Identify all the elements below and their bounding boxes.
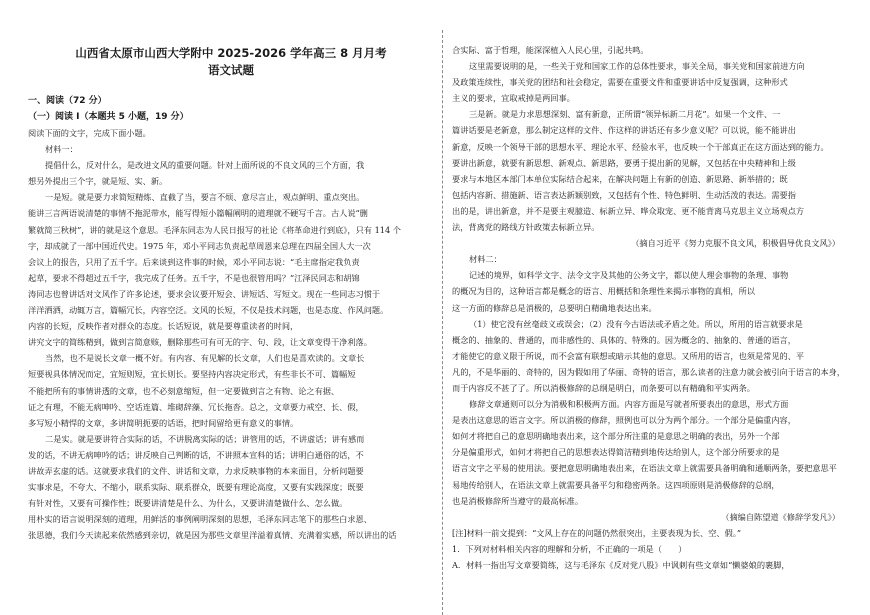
paragraph-line: 一是短。就是要力求简短精炼、直截了当，要言不烦、意尽言止，观点鲜明、重点突出。 bbox=[45, 192, 365, 203]
paragraph-line: 字，却成就了一部中国近代史。1975 年，邓小平同志负责起草周恩来总理在四届全国人大一次 bbox=[28, 240, 371, 251]
paragraph-line: 而于内容反不甚了了。所以消极修辞的总纲是明白，而条要可以有精确和平实两条。 bbox=[452, 382, 755, 393]
paragraph-line: 要求与本地区本部门本单位实际结合起来，在解决问题上有新的创造、新思路、新举措的；既 bbox=[452, 173, 788, 184]
paragraph-line: 张思德，我们今天读起来依然感到亲切，就是因为那些文章里洋溢着真情、充满着实感，所以讲出的话 bbox=[28, 530, 397, 541]
paragraph-line: 这里需要说明的是，一些关于党和国家工作的总体性要求，事关全局，事关党和国家前进方向 bbox=[469, 61, 805, 72]
paragraph-line: 包括内容新、措施新、语言表达新颖别致，又包括有个性、特色鲜明、生动活泼的表达。需要指 bbox=[452, 189, 796, 200]
paragraph-line: 语言文字之平易的使用法。要把意思明确地表出来，在语法文章上就需要具备明确和通顺两条，要把意思平 bbox=[452, 463, 837, 474]
paragraph-line: 有针对性，又要有可操作性；既要讲清楚是什么、为什么，又要讲清楚做什么、怎么做。 bbox=[28, 498, 348, 509]
paragraph-line: 短要视具体情况而定，宜短则短，宜长则长。要坚持内容决定形式，有些非长不可、篇幅短 bbox=[28, 369, 356, 380]
section-heading: 一、阅读（72 分） bbox=[28, 96, 107, 106]
paragraph-line: 也是消极修辞所当遵守的最高标准。 bbox=[452, 495, 584, 506]
paragraph-line: 讲究文字的简练精到，做到言简意赅，删除那些可有可无的字、句、段，让文章变得干净利落。 bbox=[28, 337, 372, 348]
exam-title: 山西省太原市山西大学附中 2025-2026 学年高三 8 月月考 bbox=[75, 46, 387, 60]
material-two-label: 材料二： bbox=[469, 254, 502, 265]
paragraph-line: 法，背离党的路线方针政策去标新立异。 bbox=[452, 222, 600, 233]
paragraph-line: 用朴实的语言说明深刻的道理，用鲜活的事例阐明深刻的思想，毛泽东同志笔下的那些白求恩、 bbox=[28, 514, 372, 525]
paragraph-line: 证之有理，不能无病呻吟、空话连篇、堆砌辞藻、冗长拖沓。总之，文章要力戒空、长、假， bbox=[28, 401, 364, 412]
paragraph-line: 分是偏重形式，如何才将把自己的思想表达得简洁精到地传达给别人，这个部分所要求的是 bbox=[452, 447, 780, 458]
paragraph-line: 不能把所有的事情讲透的文章，也不必刻意缩短，但一定要做到言之有物、论之有据、 bbox=[28, 385, 340, 396]
paragraph-line: 实事求是，不夸大、不缩小，联系实际、联系群众，既要有理论高度，又要有实践深度；既要 bbox=[28, 482, 364, 493]
paragraph-line: 主义的要求，宜取戒掉是两回事。 bbox=[452, 93, 575, 104]
paragraph-line: 二是实。就是要讲符合实际的话，不讲脱离实际的话；讲管用的话，不讲虚话；讲有感而 bbox=[45, 433, 365, 444]
question-1: 1．下列对材料相关内容的理解和分析，不正确的一项是（ ） bbox=[452, 543, 687, 554]
paragraph-line: 起草，要求不得超过五千字，我完成了任务。五千字，不是也很管用吗？”江泽民同志和胡锦 bbox=[28, 272, 360, 283]
paragraph-line: 内容的长短，反映作者对群众的态度。长话短说，就是要尊重读者的时间， bbox=[28, 321, 299, 332]
paragraph-line: 要讲出新意，就要有新思想、新观点、新思路，要勇于提出新的见解，又包括在中央精神和上级 bbox=[452, 157, 796, 168]
paragraph-line: 篇讲话要是老新意，那么制定这样的文件、作这样的讲话还有多少意义呢？可以说，能不能讲出 bbox=[452, 125, 796, 136]
paragraph-line: 这一方面的修辞总是消极的，总要明白精确地表达出来。 bbox=[452, 302, 657, 313]
paragraph-line: 易地传给别人，在语法文章上就需要具备平匀和稳密两条。这四项原则是消极修辞的总纲， bbox=[452, 479, 780, 490]
paragraph-line: 新意，反映一个领导干部的思想水平、理论水平、经验水平，也反映一个干部真正在这方面达到的能力。 bbox=[452, 141, 829, 152]
exam-subtitle: 语文试题 bbox=[208, 63, 254, 77]
paragraph-line: 发的话，不讲无病呻吟的话；讲反映自己判断的话，不讲照本宣科的话；讲明白通俗的话，不 bbox=[28, 449, 364, 460]
paragraph-line: 繁就简三秋树”，讲的就是这个意思。毛泽东同志为人民日报写的社论《将革命进行到底》，只有 114 个 bbox=[28, 224, 401, 235]
left-column bbox=[28, 0, 434, 543]
footnote: [注]材料一前文提到：“文风上存在的问题仍然很突出，主要表现为长、空、假。” bbox=[452, 527, 742, 538]
paragraph-line: 是表出这意思的语言文字。所以消极的修辞，照例也可以分为两个部分。一个部分是偏重内容， bbox=[452, 415, 796, 426]
instruction: 阅读下面的文字，完成下面小题。 bbox=[28, 128, 151, 138]
paragraph-line: 当然，也不是说长文章一概不好。有内容、有见解的长文章，人们也是喜欢读的。文章长 bbox=[45, 353, 365, 364]
paragraph-line: 如何才将把自己的意思明确地表出来，这个部分所注重的是意思之明确的表出，另外一个部 bbox=[452, 431, 780, 442]
paragraph-line: 的概况为目的，这种语言都是概念的语言、用概括和条理性来揭示事物的真相，所以 bbox=[452, 286, 755, 297]
source-citation: （摘自习近平《努力克服不良文风，积极倡导优良文风》） bbox=[631, 238, 840, 249]
paragraph-line: 修辞文章通则可以分为消极和积极两方面。内容方面是写就者所要表出的意思，形式方面 bbox=[469, 399, 789, 410]
paragraph-line: 多写短小精悍的文章，多讲简明扼要的话语，把时间留给更有意义的事情。 bbox=[28, 417, 299, 428]
right-column bbox=[452, 0, 846, 573]
material-one-label: 材料一： bbox=[45, 144, 78, 155]
paragraph-line: 会议上的报告，只用了五千字。后来谈到这件事的时候，邓小平同志说：“毛主席指定我负责 bbox=[28, 256, 360, 267]
paragraph-line: 凡的，不是华丽的、奇特的，因为假如用了华丽、奇特的语言，那么读者的注意力就会被引向于语言的本身， bbox=[452, 366, 846, 377]
paragraph-line: 提倡什么，反对什么，是改进文风的重要问题。针对上面所说的不良文风的三个方面，我 bbox=[45, 160, 365, 171]
paragraph-line: （1）使它没有丝毫歧义或误会；（2）没有今古语法或矛盾之处。所以，所用的语言就要求是 bbox=[469, 318, 803, 329]
paragraph-line: 三是新。就是力求思想深刻、富有新意，正所谓“领异标新二月花”。如果一个文件、一 bbox=[469, 109, 781, 120]
question-1-option-a: A．材料一指出写文章要简练，这与毛泽东《反对党八股》中讽刺有些文章如“懒婆娘的裹脚， bbox=[452, 560, 790, 570]
paragraph-line: 及政策连续性，事关党的团结和社会稳定，需要在重要文件和重要讲话中反复强调，这种形式 bbox=[452, 77, 788, 88]
paragraph-line: 想另外提出三个字，就是短、实、新。 bbox=[28, 176, 168, 187]
paragraph-line: 能讲三言两语说清楚的事情不拖泥带水，能写得短小篇幅阐明的道理就不硬写千言。古人说“删 bbox=[28, 208, 368, 219]
paragraph-line: 合实际、富于哲理，能深深植入人民心里，引起共鸣。 bbox=[452, 45, 649, 55]
subsection-heading: （一）阅读 I（本题共 5 小题，19 分） bbox=[28, 112, 189, 122]
paragraph-line: 出的是，讲出新意，并不是要主观臆造、标新立异、哗众取宠、更不能背离马克思主义立场观点方 bbox=[452, 205, 805, 216]
paragraph-line: 涛同志也曾讲话对文风作了许多论述，要求会议要开短会、讲短话、写短文。现在一些同志习惯于 bbox=[28, 288, 381, 299]
paragraph-line: 讲故弄玄虚的话。这就要求我们的文件、讲话和文章，力求反映事物的本来面目，分析问题要 bbox=[28, 465, 364, 476]
paragraph-line: 概念的、抽象的、普通的，而非感性的、具体的、特殊的。因为概念的、抽象的、普通的语言， bbox=[452, 334, 796, 345]
paragraph-line: 才能使它的意义限于所说，而不会富有联想或暗示其他的意思。又所用的语言，也须是常见的、平 bbox=[452, 350, 805, 361]
source-citation: （摘编自陈望道《修辞学发凡》） bbox=[721, 511, 840, 522]
paragraph-line: 记述的境界，如科学文字、法令文字及其他的公务文字，都以使人理会事物的条理、事物 bbox=[469, 270, 789, 281]
paragraph-line: 洋洋洒洒，动辄万言，篇幅冗长，内容空泛。文风的长短，不仅是技术问题，也是态度、作风问题。 bbox=[28, 305, 389, 316]
column-divider bbox=[442, 30, 443, 615]
